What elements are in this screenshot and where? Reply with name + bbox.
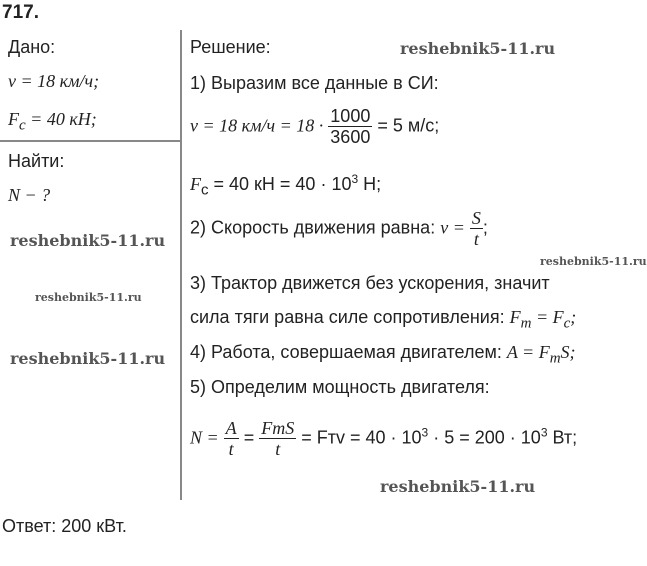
watermark: reshebnik5-11.ru	[540, 255, 647, 268]
solution-label: Решение:	[190, 37, 271, 57]
given-f: $F_с = 40$ кН;	[8, 109, 97, 134]
divider-vertical	[180, 30, 182, 500]
watermark: reshebnik5-11.ru	[380, 477, 536, 496]
watermark: reshebnik5-11.ru	[10, 231, 166, 250]
find-label: Найти:	[8, 151, 65, 171]
watermark: reshebnik5-11.ru	[400, 39, 556, 58]
given-label: Дано:	[8, 37, 56, 57]
step-1-f: $F_с = 40$ кН = $40 \cdot 10^3$ Н;	[190, 172, 382, 199]
answer: Ответ: 200 кВт.	[2, 516, 127, 536]
step-2: 2) Скорость движения равна: v = $\frac{S}{t}$ ;	[190, 208, 488, 249]
given-v: v = 18 км/ч;	[8, 71, 100, 91]
problem-number: 717.	[2, 2, 39, 23]
step-1: 1) Выразим все данные в СИ:	[190, 73, 439, 93]
divider-horizontal	[0, 140, 181, 142]
step-4: 4) Работа, совершаемая двигателем: $A = F_тS$;	[190, 342, 576, 367]
watermark: reshebnik5-11.ru	[10, 349, 166, 368]
step-3a: 3) Трактор движется без ускорения, значит	[190, 273, 550, 293]
find-n: N − ?	[8, 185, 51, 205]
watermark: reshebnik5-11.ru	[35, 291, 142, 304]
step-1-v: v = 18 км/ч = 18 · $\frac{1000}{3600}$ = 5 м/с;	[190, 106, 440, 147]
step-5-n: N = $\frac{A}{t}$ = $\frac{\text{FтS}}{t}$ = Fтv = $40 \cdot 10^3 \cdot 5 = 200 \cdot 10^3$ Вт;	[190, 418, 578, 459]
step-5: 5) Определим мощность двигателя:	[190, 377, 490, 397]
step-3b: сила тяги равна силе сопротивления: $F_т = F_с$;	[190, 307, 577, 332]
